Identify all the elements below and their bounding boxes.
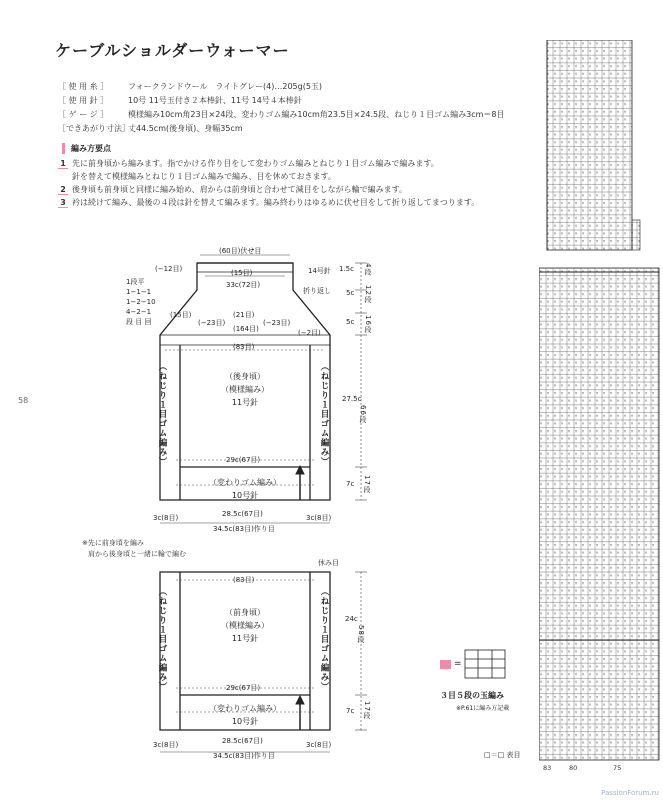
front-band-left: （ねじり１目ゴム編み） — [157, 587, 167, 692]
spec-gauge: ［ ゲ ー ジ ］ 模様編み10cm角23目×24段、変わりゴム編み10cm角23.5目×24.5段、ねじり１目ゴム編み3cm＝8目 — [58, 110, 505, 119]
bobble-equals: = — [454, 659, 462, 669]
dim-rows-4: 66段 — [359, 405, 367, 424]
back-band-left: （ねじり１目ゴム編み） — [157, 362, 167, 467]
back-bottom-total: 34.5c(83目)作り目 — [213, 525, 275, 533]
back-rib-label: （変わりゴム編み） 10号針 — [209, 478, 281, 500]
back-neck-cast-off: (60目)伏せ目 — [219, 247, 262, 255]
back-minus-2: (−2目) — [298, 329, 321, 337]
dim-rows-3: 16段 — [364, 315, 372, 334]
back-collar-width: 33c(72目) — [226, 281, 261, 289]
dim-cm-1: 1.5c — [339, 265, 354, 273]
front-side-3c-right: 3c(8目) — [306, 741, 332, 749]
front-bottom-total: 34.5c(83目)作り目 — [213, 752, 275, 760]
step-2: 2 後身頃も前身頃と同様に編み始め、肩からは前身頃と合わせて減目をしながら輪で編みます。 — [58, 184, 407, 195]
front-dim-cm-2: 7c — [346, 707, 355, 715]
page-title: ケーブルショルダーウォーマー — [55, 41, 290, 60]
chart-col-75: 75 — [613, 764, 622, 772]
chart-col-80: 80 — [569, 764, 578, 772]
front-dim-cm-1: 24c — [345, 615, 358, 623]
dim-rows-5: 17段 — [363, 475, 371, 494]
back-neck-15: (15目) — [231, 269, 253, 277]
dim-cm-5: 7c — [346, 480, 355, 488]
section-title: 編み方要点 — [62, 143, 111, 154]
front-side-3c-left: 3c(8目) — [153, 741, 179, 749]
back-dec-right: (−23目) — [263, 319, 291, 327]
front-bottom-285: 28.5c(67目) — [222, 737, 263, 745]
front-dim-rows-2: 17段 — [363, 701, 371, 720]
dec-rule: 1段平 1−1−1 1−2−10 4−2−1 段 目 回 — [126, 278, 156, 326]
back-band-right: （ねじり１目ゴム編み） — [319, 362, 329, 467]
bobble-note: ※P.61に編み方記載 — [456, 705, 510, 712]
back-shoulder-15: (15目) — [170, 311, 192, 319]
back-rib-width: 29c(67目) — [226, 456, 261, 464]
chart-legend — [484, 750, 520, 760]
step-3: 3 衿は続けて編み、最後の４段は針を替えて編みます。編み終わりはゆるめに伏せ目をして折り返してまつります。 — [58, 197, 479, 208]
back-width-83: (83目) — [233, 343, 255, 351]
back-panel-label: （後身頃） （模様編み） 11号針 — [221, 372, 269, 407]
back-total-164: (164目) — [233, 325, 259, 333]
page-number: 58 — [18, 396, 29, 405]
step-1: 1 先に前身頃から編みます。指でかける作り目をして変わりゴム編みとねじり１目ゴム編みで編みます。 — [58, 158, 439, 169]
front-rib-label: （変わりゴム編み） 10号針 — [209, 704, 281, 726]
watermark: PassionForum.ru — [601, 789, 659, 797]
back-bottom-285: 28.5c(67目) — [222, 510, 263, 518]
back-neck-side-left: (−12目) — [155, 265, 183, 273]
front-dim-rows-1: 58段 — [357, 625, 365, 644]
dim-rows-1: 4段 — [364, 263, 372, 277]
spec-size: ［できあがり寸法］丈44.5cm(後身頃)、身幅35cm — [58, 124, 243, 133]
front-panel-label: （前身頃） （模様編み） 11号針 — [221, 608, 269, 643]
back-side-3c-left: 3c(8目) — [153, 514, 179, 522]
spec-needles: ［ 使 用 針 ］ 10号 11号玉付き２本棒針、11号 14号４本棒針 — [58, 96, 302, 105]
back-shoulder-21: (21目) — [233, 311, 255, 319]
dim-cm-2: 5c — [346, 289, 355, 297]
front-rest: 休み目 — [318, 559, 339, 567]
spec-yarn: ［ 使 用 糸 ］ フォークランドウール ライトグレー(4)…205g(5玉) — [58, 82, 323, 91]
chart-col-83: 83 — [543, 764, 552, 772]
front-width-83: (83目) — [233, 576, 255, 584]
dim-rows-2: 12段 — [364, 285, 372, 304]
chart-legend-symbol: □＝□ — [484, 751, 505, 759]
step-1b: 針を替えて模様編みとねじり１目ゴム編みで編み、目を休めておきます。 — [72, 172, 336, 181]
knitting-chart — [539, 40, 663, 765]
back-needle-14: 14号針 — [308, 267, 331, 275]
front-note: ※先に前身頃を編み 肩から後身頃と一緒に輪で編む — [82, 539, 186, 558]
back-fold: 折り返し — [303, 287, 331, 295]
front-band-right: （ねじり１目ゴム編み） — [319, 587, 329, 692]
front-rib-width: 29c(67目) — [226, 684, 261, 692]
back-side-3c-right: 3c(8目) — [306, 514, 332, 522]
dim-cm-4: 27.5c — [342, 395, 362, 403]
bobble-title: ３目５段の玉編み — [440, 691, 504, 700]
chart-legend-text: 表目 — [506, 751, 521, 759]
dim-cm-3: 5c — [346, 318, 355, 326]
back-dec-left: (−23目) — [198, 319, 226, 327]
